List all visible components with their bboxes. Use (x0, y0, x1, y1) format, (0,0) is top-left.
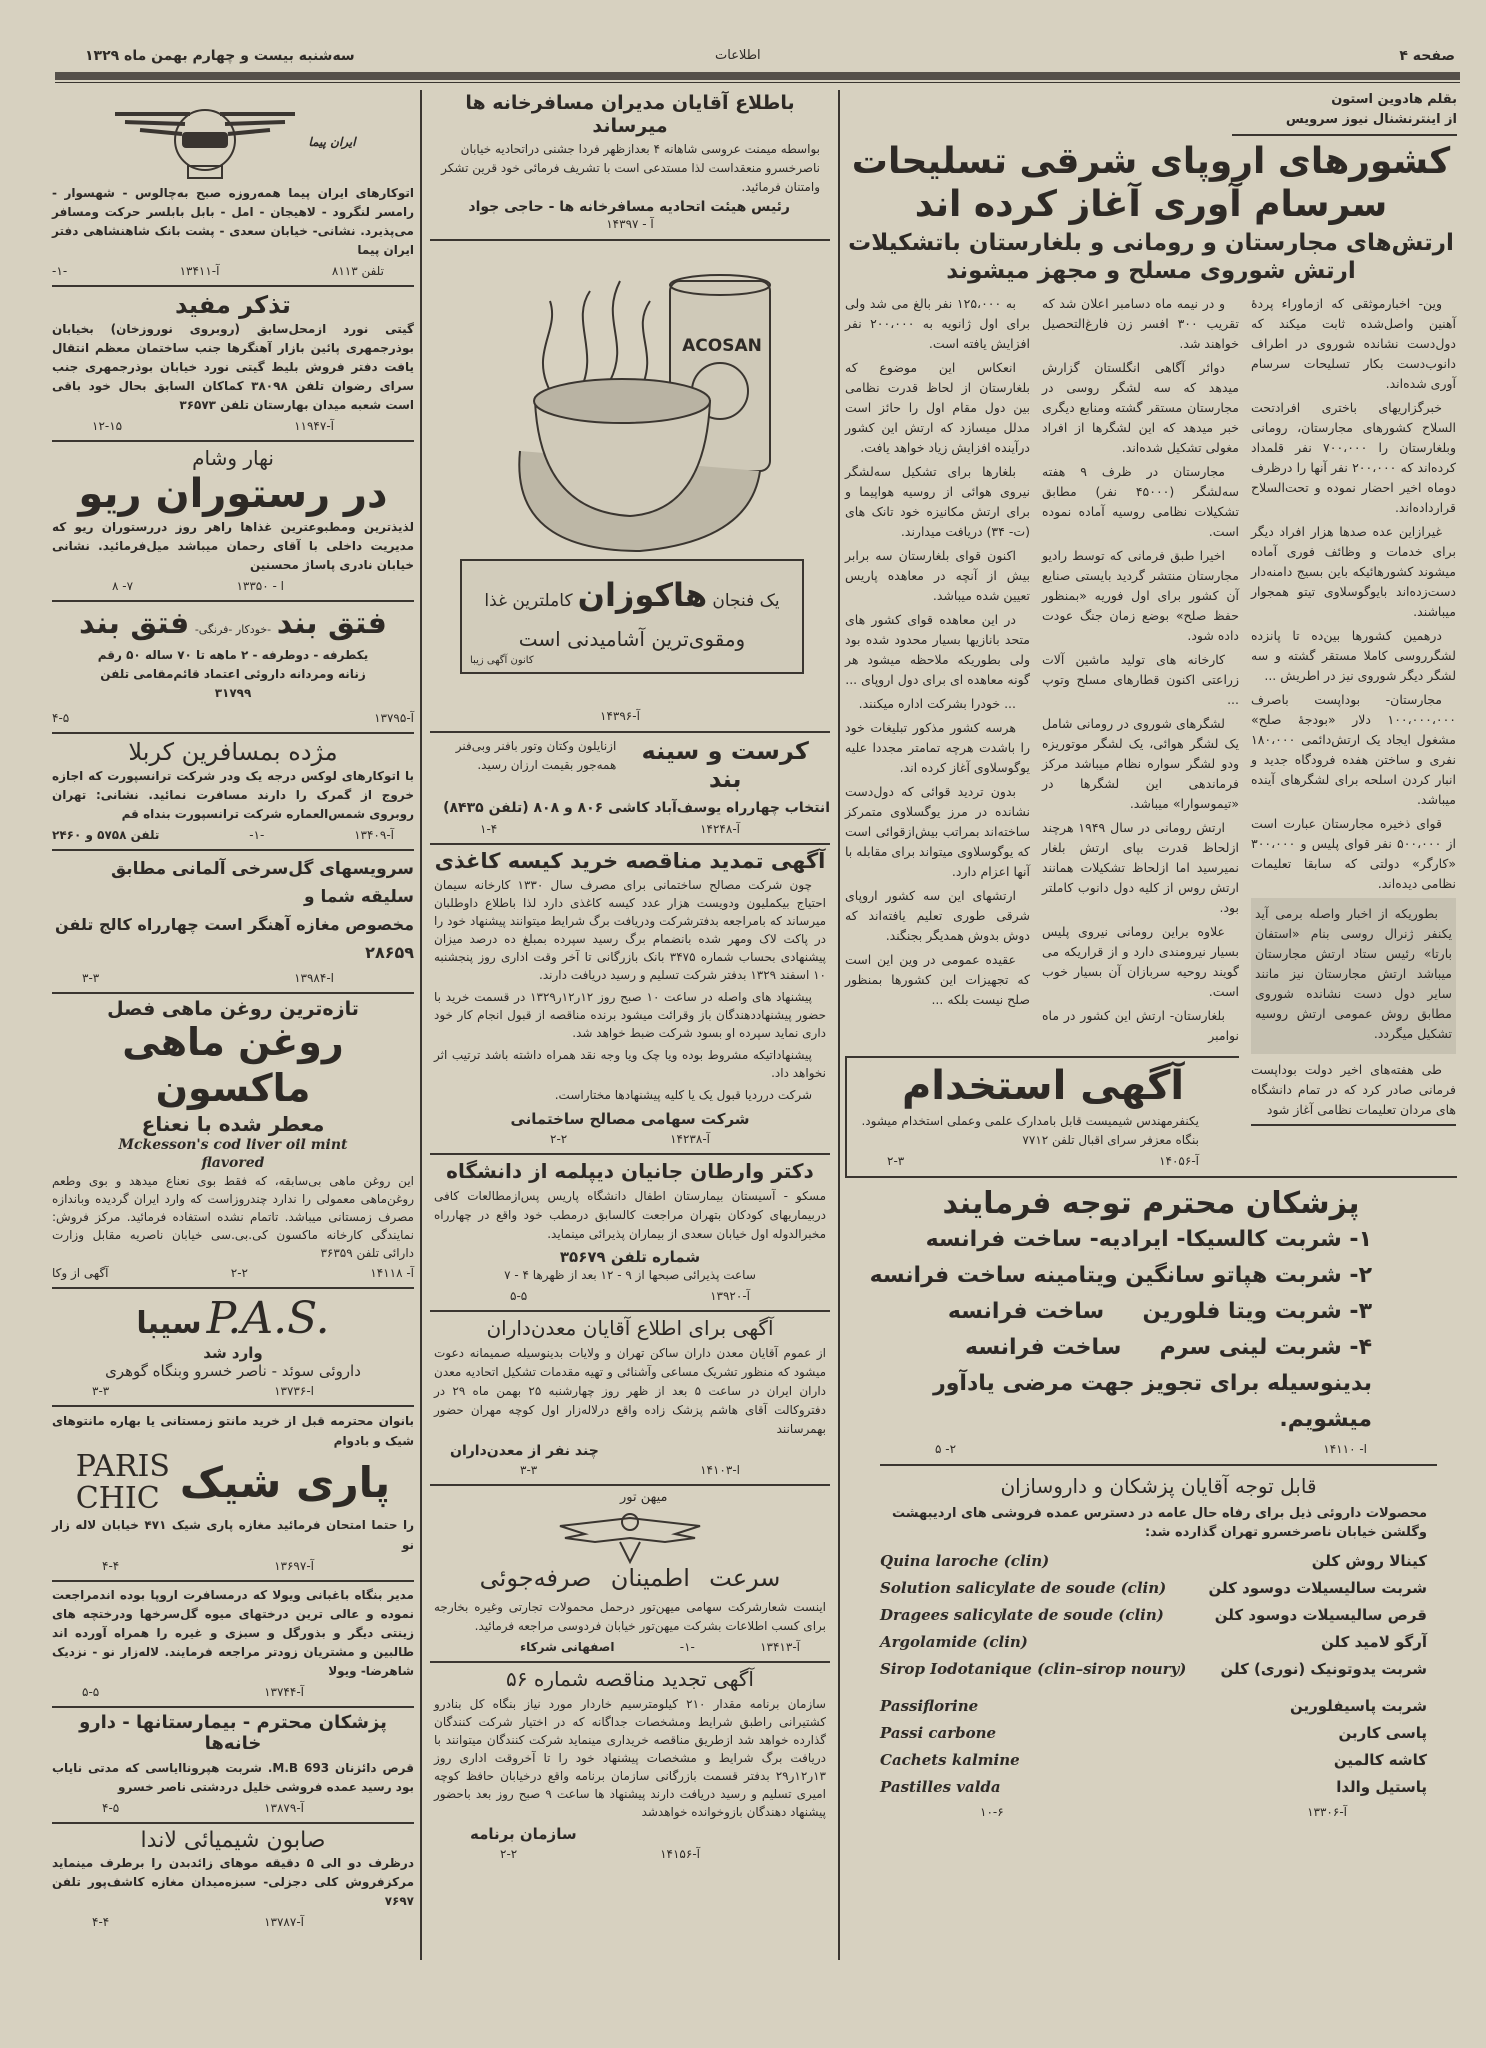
product-latin-name: Solution salicylate de soude (clin) (880, 1578, 1167, 1597)
product-row (880, 1575, 1437, 1602)
paragraph: اکنون قوای بلغارستان سه برابر بیش از آنچه در معاهده پاریس تعیین شده میباشد. (845, 547, 1030, 603)
ad-karbala (52, 734, 414, 851)
paragraph: خبرگزاریهای باختری افرادتحت السلاح کشورهای مجارستان، رومانی وبلغارستان را ۷۰۰،۰۰۰ نفر قلمداد کرده‌اند که ۲۰۰،۰۰۰ نفر آنها را درظرف دوماه اخیر احضار نموده و تحت‌السلاح قرارداده‌اند. (1251, 399, 1457, 515)
ad-code: ا-۱۳۷۳۶ (274, 1383, 314, 1398)
headline-line: کشورهای اروپای شرقی تسلیحات (851, 141, 1451, 182)
headline-line: سرسام آوری آغاز کرده اند (914, 184, 1388, 226)
ad-english-name: Mckesson's cod liver oil mint flavored (118, 1136, 348, 1171)
product-row (880, 1774, 1437, 1801)
corset-top-row (430, 737, 830, 795)
ad-title: باطلاع آقایان مدیران مسافرخانه ها میرساند (465, 92, 795, 137)
ad-code: آ-۱۱۹۴۷ (294, 418, 334, 433)
ad-kicker: نهار وشام (192, 445, 274, 470)
closing-note-text: طی هفته‌های اخیر دولت بوداپست فرمانی صادر کرد که در تمام دانشگاه های مردان تعلیمات نظامی آغاز شود (1251, 1061, 1456, 1117)
slogan-line-2: ومقوی‌ترین آشامیدنی است (518, 626, 746, 651)
ad-body: اتوکارهای ایران پیما همه‌روزه صبح به‌چالوس - شهسوار - رامسر لنگرود - لاهیجان - امل - بابل بابلسر حرکت ومسافر می‌پذیرد. نشانی- خیابان سعدی - پشت بانک شاهنشاهی دفتر ایران پیما (52, 186, 414, 257)
ad-title: آگهی تمدید مناقصه خرید کیسه کاغذی (434, 849, 826, 874)
ad-code: آ-۱۳۹۲۰ (710, 1289, 750, 1304)
ad-title-fa: سیبا (136, 1305, 202, 1341)
product-latin-name: Passi carbone (880, 1723, 997, 1742)
byline-agency: از اینترنشنال نیوز سرویس (1285, 112, 1457, 127)
ad-body: بواسطه میمنت عروسی شاهانه ۴ بعدازظهر فردا جشنی دراتحادیه خیابان ناصرخسرو منعقداست لذا مستدعی است با تشریف فرمائی خود قرین تشکر وامتنان فرمائید. (441, 141, 820, 194)
ad-title: آگهی برای اطلاع آقایان معدن‌داران (486, 1316, 774, 1341)
ad-body: با اتوکارهای لوکس درجه یک ودر شرکت ترانسپورت که اجازه خروج از گمرک را دارند مسافرت نمائید. نشانی: تهران روبروی شمس‌العماره شرکت ترانسپورت بنداه قم (52, 768, 414, 821)
issue-date: سه‌شنبه بیست و چهارم بهمن ماه ۱۳۲۹ (85, 48, 355, 64)
ad-title: مژده بمسافرین کربلا (128, 737, 338, 766)
product-persian-name: کاشه کالمین (1333, 1750, 1427, 1769)
ad-code: آ-۱۳۴۰۹ (354, 827, 394, 842)
ad-code: آ-۱۴۱۵۶ (660, 1847, 700, 1862)
product-persian-name: شربت پاسیفلورین (1289, 1696, 1427, 1715)
ad-body: داروئی سوئد - ناصر خسرو وبنگاه گوهری (105, 1361, 361, 1380)
ad-body: گیتی نورد ازمحل‌سابق (روبروی نوروزخان) بخیابان بوذرجمهری پائین بازار آهنگرها جنب ساختمان معظم انتقال یافت دفتر فروش بلیط گیتی نورد خیابان بوذرجمهری جنب سرای رضوان تلفن ۳۸۰۹۸ کماکان السابق بحال خود باقی است شعبه میدان بهارستان تلفن ۳۶۵۷۳ (52, 321, 414, 412)
product-row (880, 1693, 1437, 1720)
ad-body: یکطرفه - دوطرفه - ۲ ماهه تا ۷۰ ساله ۵۰ رقم زنانه ومردانه داروئی اعتماد قائم‌مقامی تلفن ۳۱۷۹۹ (97, 647, 369, 700)
ad-body: لذیذترین ومطبوعترین غذاها راهر روز دررستوران ریو که مدیریت داخلی با آقای رحمان میباشد میل‌فرمائید. نشانی خیابان نادری پاساژ محسنین (52, 519, 414, 572)
logo-text: میهن تور (620, 1490, 668, 1506)
ad-title-line (52, 606, 414, 642)
phone-number: شماره تلفن ۳۵۶۷۹ (559, 1248, 701, 1267)
ad-run: ۲-۲ (500, 1847, 518, 1862)
product-row (880, 1602, 1437, 1629)
ad-run: -۱- (52, 264, 68, 278)
paragraph: درهمین کشورها بین‌ده تا پانزده لشگرروسی کاملا مستقر گشته و سه لشگر دیگر شوروی نیز در اطریش ... (1251, 627, 1456, 683)
ad-code: آ-۱۳۷۹۵ (374, 710, 414, 725)
ad-dishes (52, 851, 414, 994)
ad-run: ۴-۴ (102, 1558, 120, 1573)
ad-subtitle: معطر شده با نعناع (141, 1111, 325, 1136)
ad-logo (52, 1448, 414, 1516)
product-item: ۱- شربت کالسیکا- ایرادیه- ساخت فرانسه (925, 1226, 1372, 1252)
ad-soap (52, 1824, 414, 1936)
ad-pas (52, 1289, 414, 1407)
paragraph: وین- اخبارموثقی که ازماوراء پردهٔ آهنین واصل‌شده ثابت میکند که دول‌دست نشانده شوروی در اطراف دانوب‌دست بکار تسلیحات سرسام آوری شده‌اند. (1251, 295, 1456, 391)
product-item: ۳- شربت ویتا فلورین ساخت فرانسه (947, 1298, 1372, 1324)
paragraph: قوای ذخیره مجارستان عبارت است از ۵۰۰،۰۰۰ نفر قوای پلیس و ۳۰۰،۰۰۰ «کارگر» دولتی که سابقا تعلیمات نظامی دیده‌اند. (1251, 815, 1457, 891)
ad-code: آ-۱۳۸۷۹ (264, 1800, 304, 1815)
product-latin-name: Quina laroche (clin) (880, 1551, 1050, 1570)
ad-code: آ-۱۳۷۸۷ (264, 1915, 304, 1930)
ad-code: ا- ۱۴۱۱۰ (1323, 1441, 1367, 1456)
middle-column (430, 88, 830, 1868)
ad-line: مخصوص مغازه آهنگر است چهارراه کالج تلفن ۲۸۶۵۹ (54, 914, 414, 962)
article-headline (845, 140, 1457, 286)
ad-corset (430, 733, 830, 846)
ad-acosan (430, 241, 830, 733)
office-hours: ساعت پذیرائی صبحها از ۹ - ۱۲ بعد از ظهرها ۴ - ۷ (504, 1268, 756, 1283)
ad-signature: سازمان برنامه (470, 1825, 577, 1844)
article-column-middle (1042, 294, 1239, 1056)
paragraph: علاوه براین رومانی نیروی پلیس بسیار نیرومندی دارد و از قراریکه می گویند روحیه سربازان آن بسیار خوب است. (1042, 923, 1239, 999)
ad-slogan-box (460, 559, 804, 674)
product-latin-name: Pastilles valda (880, 1777, 1001, 1796)
product-latin-name: Passiflorine (880, 1696, 979, 1715)
ad-run: ۳-۳ (520, 1463, 538, 1478)
iran-peyma-logo (52, 100, 414, 184)
paragraph: بلغارستان- ارتش این کشور در ماه نوامبر (1042, 1007, 1239, 1043)
ad-footer: بدینوسیله برای تجویز جهت مرضی یادآور میشویم. (933, 1370, 1372, 1432)
ad-intro: بانوان محترمه قبل از خرید مانتو زمستانی یا بهاره مانتوهای شیک و بادوام (52, 1413, 414, 1448)
slogan: سرعت (709, 1564, 781, 1593)
product-row (880, 1629, 1437, 1656)
paragraph: پیشنهاد های واصله در ساعت ۱۰ صبح روز ۱۲ر۱۲ر۱۳۲۹ در قسمت خرید با حضور پیشنهاددهندگان باز وقرائت میشود برنده مناقصه از قبول انجام کار خود داری نماید سپرده او بسود شرکت ضبط خواهد شد. (434, 990, 826, 1041)
ad-run: ۲- ۵ (935, 1441, 957, 1456)
ad-paris-chic (52, 1407, 414, 1582)
ad-body: اینست شعارشرکت سهامی میهن‌تور درحمل محمولات تجارتی وغیره بخارجه برای کسب اطلاعات بشرکت میهن‌تور خیابان فردوسی مراجعه فرمائید. (434, 1600, 826, 1634)
product-row (880, 1747, 1437, 1774)
ad-title: فتق بند (79, 605, 190, 641)
ad-run: ۲-۳ (887, 1153, 905, 1168)
ad-title: فتق بند (276, 605, 387, 641)
slogan-text: یک فنجان (712, 590, 780, 611)
product-table (880, 1548, 1437, 1801)
ad-body: مسکو - آسیستان بیمارستان اطفال دانشگاه پاریس پس‌ازمطالعات کافی دربیماریهای کودکان بتهران مراجعت کالسابق درمطب خود واقع در چهارراه مخبرالدوله اول خیابان سعدی از بیماران پذیرائی مینماید. (434, 1189, 826, 1242)
ad-code: آ-۱۳۴۱۱ (179, 264, 220, 278)
ad-phone: تلفن ۵۷۵۸ و ۲۴۶۰ (52, 827, 160, 842)
paragraph: به ۱۲۵،۰۰۰ نفر بالغ می شد ولی برای اول ژانویه به ۲۰۰،۰۰۰ نفر افزایش یافته است. (845, 295, 1030, 351)
product-latin-name: Sirop Iodotanique (clin–sirop noury) (880, 1659, 1187, 1678)
ad-run: -۱- (679, 1640, 695, 1655)
article-byline (1232, 90, 1457, 136)
product-row (880, 1656, 1437, 1683)
paragraph: بلغارها برای تشکیل سه‌لشگر نیروی هوائی از روسیه هواپیما و برای ارتش مکانیزه خود تانک های (ت- ۳۴) دریافت میدارند. (845, 463, 1030, 539)
ad-code: آ - ۱۴۳۹۷ (606, 216, 654, 231)
ad-code: ا-۱۴۱۰۳ (700, 1463, 740, 1478)
paragraph: در این معاهده قوای کشور های متحد بانازیها بسیار محدود شده بود ولی بطوریکه ملاحظه میشود هر گونه معاهده ای برای دول اروپای ... (845, 611, 1030, 687)
agency-credit: آگهی از وکا (52, 1265, 109, 1280)
ad-run: ۵-۵ (510, 1289, 528, 1304)
ad-title-line (52, 1293, 414, 1344)
article-column-right (1251, 294, 1456, 894)
latin-logo (75, 1448, 170, 1516)
ad-run: ۴-۵ (102, 1800, 120, 1815)
product-item: ۴- شربت لینی سرم ساخت فرانسه (965, 1334, 1372, 1360)
ad-title-latin: P.A.S. (206, 1292, 330, 1344)
logo-text: ایران پیما (308, 135, 356, 149)
ad-title: آگهی تجدید مناقصه شماره ۵۶ (506, 1667, 754, 1692)
page-number: صفحه ۴ (1399, 48, 1455, 64)
paragraph: مجارستان- بوداپست باصرف ۱۰۰،۰۰۰،۰۰۰ دلار «بودجهٔ صلح» مشغول ایجاد یک ارتش‌دائمی ۱۸۰،۰۰۰ نفری و ساختن هفده فرودگاه جدید و انبار کردن اسلحه برای لشگرهای آینده میباشد. (1251, 691, 1456, 807)
agency-credit: اصفهانی شرکاء (520, 1640, 615, 1655)
ad-arrived: وارد شد (203, 1343, 263, 1362)
masthead-rule (55, 72, 1460, 80)
ad-run: ۲-۲ (230, 1265, 249, 1280)
agency-credit: کانون آگهی زیبا (470, 654, 534, 666)
subheadline-line: ارتش‌های مجارستان و رومانی و بلغارستان باتشکیلات (848, 230, 1454, 257)
ad-title: صابون شیمیائی لاندا (140, 1827, 326, 1853)
left-column (52, 96, 414, 1936)
slogan-text: کاملترین غذا (484, 590, 573, 611)
ad-pharma (880, 1464, 1437, 1821)
winged-emblem-icon (555, 1508, 705, 1564)
cup-and-tin-illustration (490, 271, 780, 561)
ad-code: آ-۱۳۶۹۷ (274, 1558, 314, 1573)
winged-bus-logo-icon (110, 102, 300, 182)
ad-code: آ- ۱۴۱۱۸ (370, 1265, 414, 1280)
paragraph: لشگرهای شوروی در رومانی شامل یک لشگر هوائی، یک لشگر موتوریزه ودو لشگر سواره نظام میباشد مرکز فرماندهی این لشگرها در «تیموسوارا» میباشد. (1042, 715, 1239, 811)
ad-cod-liver-oil (52, 994, 414, 1289)
ad-phone: تلفن ۸۱۱۳ (331, 264, 384, 278)
ad-run: ۷- ۸ (112, 578, 134, 593)
product-latin-name: Dragees salicylate de soude (clin) (880, 1605, 1164, 1624)
ad-code: آ-۱۳۳۰۶ (1307, 1804, 1347, 1819)
ad-dr-vartan (430, 1155, 830, 1312)
product-persian-name: پاستیل والدا (1336, 1777, 1427, 1796)
ad-body: این روغن ماهی بی‌سابقه، که فقط بوی نعناع میدهد و بوی وطعم روغن‌ماهی معمولی را ندارد چندروزاست که وارد ایران گردیده وباندازه مصرف زمستانی میباشد. تاتمام نشده استفاده فرمائید. مرکز فروش: نمایندگی کارخانه ماکسون کی.بی.سی خیابان ناصریه مقابل وزارت دارائی تلفن ۳۶۳۵۹ (52, 1173, 414, 1260)
product-persian-name: قرص سالیسیلات دوسود کلن (1214, 1605, 1427, 1624)
persian-logo: پاری شیک (179, 1458, 391, 1508)
brand-name: هاکوزان (577, 575, 708, 614)
paragraph: و در نیمه ماه دسامبر اعلان شد که تقریب ۳۰۰ افسر زن فارغ‌التحصیل خواهند شد. (1042, 295, 1239, 351)
ad-code: آ-۱۳۴۱۳ (760, 1640, 800, 1655)
ad-title: دکتر وارطان جانیان دیپلمه از دانشگاه (446, 1159, 814, 1184)
masthead-rule-thin (55, 82, 1460, 83)
ad-title: پزشکان محترم توجه فرمایند (942, 1185, 1360, 1221)
paragraph: غیرازاین عده صدها هزار افراد دیگر برای خدمات و وظائف فوری آماده میشوند کشورهائیکه باین بسیج دامنه‌دار دست‌زده‌اند بایوگوسلاوی تیتو همجوار میباشند. (1251, 523, 1456, 619)
ad-signature: شرکت سهامی مصالح ساختمانی (510, 1110, 750, 1129)
ad-run: ۴-۴ (92, 1915, 110, 1930)
slogans (430, 1564, 830, 1592)
mihan-tour-logo (430, 1490, 830, 1564)
product-latin-name: Argolamide (clin) (880, 1632, 1028, 1651)
ad-hotels (430, 88, 830, 241)
ad-nursery (52, 1582, 414, 1708)
paragraph: پیشنهاداتیکه مشروط بوده ویا چک ویا وجه نقد همراه داشته باشد ترتیب اثر نخواهد داد. (434, 1048, 826, 1081)
paragraph: کارخانه های تولید ماشین آلات زراعتی اکنون قطارهای مسلح وتوپ ... (1042, 651, 1239, 707)
ad-signature: چند نفر از معدن‌داران (450, 1443, 599, 1460)
product-persian-name: شربت سالیسیلات دوسود کلن (1208, 1578, 1427, 1597)
ad-useful-notice (52, 287, 414, 442)
paragraph: ... خودرا بشرکت اداره میکنند. (858, 695, 1016, 711)
ad-code: ا-۱۳۹۸۴ (294, 970, 334, 985)
article-grid (845, 294, 1457, 1176)
article-closing-note (1251, 1060, 1456, 1126)
ad-run: ۴-۵ (52, 710, 70, 725)
ad-body (430, 874, 830, 1110)
newspaper-name: اطلاعات (715, 48, 761, 63)
ad-run: ۵-۵ (82, 1684, 100, 1699)
product-row (880, 1720, 1437, 1747)
ad-mine-owners (430, 1312, 830, 1486)
slogan: اطمینان (610, 1564, 690, 1593)
ad-body: از عموم آقایان معدن داران ساکن تهران و ولایات بدینوسیله صمیمانه دعوت میشود که منظور تشریک مساعی وآشنائی و تهیه مقدمات تشکیل اتحادیه معدن داران ایران در ساعت ۵ بعد از ظهر روز چهارشنبه ۲۵ بهمن ماه ۲۹ در دفتروکالت آقای هاشم پزشک زاده واقع درلاله‌زار اول کوچه مهران حضور بهمرسانند (434, 1346, 826, 1437)
product-latin-name: Cachets kalmine (880, 1750, 1020, 1769)
ad-body: درظرف دو الی ۵ دقیقه موهای زائدبدن را برطرف مینماید مرکزفروش کلی دجزلی- سبزه‌میدان مغازه کاشف‌پور تلفن ۷۶۹۷ (52, 1856, 414, 1909)
slogan: صرفه‌جوئی (479, 1564, 592, 1593)
ad-body: سازمان برنامه مقدار ۲۱۰ کیلومترسیم خاردار مورد نیاز بنگاه کل بنادرو کشتیرانی راطبق شرایط ومشخصات جداگانه که در اختیار شرکت کنندگان گذارده خواهد شد ازطریق مناقصه خریداری مینماید شرکت کنندگان میتوانند با دریافت برگ شرایط و مشخصات پیشنهاد خود را تا آخروقت اداری روز ۱۳ر۱۲ر۲۹ بدفتر قسمت بازرگانی سازمان برنامه واقع درخیابان حافظ کوچه امیری تسلیم و رسید دریافت دارند پیشنهاد ها ساعت ۹ صبح روز بعد باحضور پیشنهاد دهندگان بازوخوانده خواهدشد (434, 1697, 826, 1820)
paragraph: چون شرکت مصالح ساختمانی برای مصرف سال ۱۳۳۰ کارخانه سیمان احتیاج بیکملیون ودویست هزار عدد کیسه کاغذی دارد لذا باطلاع داوطلبان میرساند که بامراجعه بدفترشرکت ودریافت برگ شرایط میتوانند پیشنهاد خود را در پاکت لاک ومهر شده بانضمام برگ رسید سپرده بمبلغ ده درصد میزان پیشنهادی بحساب شماره ۳۴۷۵ بانک بازرگانی تا آخر وقت اداری روز پنجشنبه ۱۰ اسفند ۱۳۲۹ بدفتر شرکت تسلیم و رسید دریافت دارند. (434, 878, 826, 983)
ad-title: روغن ماهی ماکسون (122, 1020, 344, 1110)
product-row (880, 1548, 1437, 1575)
column-divider (838, 90, 840, 1960)
ad-run: ۱۲-۱۵ (92, 418, 123, 433)
ad-iran-peyma (52, 96, 414, 287)
paragraph: ارتشهای این سه کشور اروپای شرقی طوری تعلیم یافته‌اند که دوش بدوش همدیگر بجنگند. (845, 887, 1030, 943)
latin-logo-line: PARIS (75, 1448, 170, 1484)
ad-run: ۲-۲ (550, 1132, 568, 1147)
ad-doctors (845, 1176, 1457, 1458)
ad-body: ازنایلون وکتان وتور بافنر وبی‌فنر همه‌جور بقیمت ارزان رسید. (455, 738, 617, 772)
ad-title: کرست و سینه بند (641, 736, 809, 794)
ad-hospitals (52, 1708, 414, 1824)
ad-truss (52, 602, 414, 734)
ad-body: یکنفرمهندس شیمیست قابل بامدارک علمی وعملی استخدام میشود. بنگاه معزفر سرای اقبال تلفن ۷۷۱۲ (861, 1113, 1199, 1147)
ad-signature: رئیس هیئت اتحادیه مسافرخانه ها - حاجی جواد (468, 198, 790, 215)
ad-title: پزشکان محترم - بیمارستانها - دارو خانه‌ها (79, 1711, 387, 1755)
ad-title-mid: -خودکار -فرنگی- (194, 622, 272, 636)
ad-run: ۱۰-۶ (980, 1804, 1004, 1819)
ad-title: تذکر مفید (175, 291, 291, 319)
article-shaded-note (1251, 898, 1456, 1054)
ad-line: سرویسهای گل‌سرخی آلمانی مطابق سلیقه شما و (110, 858, 414, 907)
ad-restaurant-rio (52, 442, 414, 602)
column-divider (420, 90, 422, 1960)
ad-body: مدیر بنگاه باغبانی ویولا که درمسافرت اروپا بوده اندمراجعت نموده و عالی ترین درختهای میوه گل‌سرخها ودرختچه های زینتی دیگر و بذورگل و سبزی و غیره را همراه آورده اند طالبین و مشتریان زودتر مراجعه فرمایند. لاله‌زار نو - نزدیک شاهرضا- ویولا (52, 1587, 414, 1678)
ad-kicker: تازه‌ترین روغن ماهی فصل (107, 997, 359, 1020)
article-column-left (845, 294, 1030, 1056)
ad-intro: محصولات داروئی ذیل برای رفاه حال عامه در دسترس عمده فروشی های اردیبهشت وگلشن خیابان ناصرخسرو تهران گذارده شد: (892, 1505, 1427, 1540)
ad-code: آ-۱۴۲۳۸ (670, 1132, 710, 1147)
paragraph: بدون تردید قوائی که دول‌دست نشانده در مرز یوگسلاوی متمرکز ساخته‌اند بمراتب بیش‌ازقوائی است که یوگوسلاوی میتواند برای مقابله با آنها اعزام دارد. (845, 783, 1030, 879)
product-persian-name: کینالا روش کلن (1311, 1551, 1427, 1570)
latin-logo-line: CHIC (75, 1480, 160, 1516)
byline-author: بقلم هادوین استون (1331, 92, 1457, 107)
ad-tender-56 (430, 1663, 830, 1868)
ad-body: قرص دائزنان 693 M.B. شربت هپروناایاسی که مدتی نایاب بود رسید عمده فروشی خلیل دردشتی ناصر خسرو (52, 1760, 414, 1794)
ad-run: -۱- (249, 827, 265, 842)
paragraph: عقیده عمومی در وین این است که تجهیزات این کشورها بمنظور صلح نیست بلکه ... (845, 951, 1030, 1007)
ad-code: آ-۱۳۷۴۴ (264, 1684, 304, 1699)
paragraph: مجارستان در ظرف ۹ هفته سه‌لشگر (۴۵۰۰۰ نفر) مطابق تشکیلات نظامی روسیه آماده نموده است. (1042, 463, 1239, 539)
ad-paper-bag-tender (430, 845, 830, 1155)
tin-brand-label: ACOSAN (682, 335, 762, 356)
right-column (845, 90, 1457, 1821)
ad-body: را حتما امتحان فرمائید مغازه پاری شیک ۴۷۱ خیابان لاله زار نو (52, 1517, 414, 1552)
masthead (55, 44, 1455, 70)
ad-run: ۳-۳ (92, 1383, 110, 1398)
product-item: ۲- شربت هپاتو سانگین ویتامینه ساخت فرانسه (869, 1262, 1372, 1288)
ad-title: قابل توجه آقایان پزشکان و داروسازان (1000, 1473, 1317, 1498)
paragraph: هرسه کشور مذکور تبلیغات خود را باشدت هرچه تمامتر مجددا علیه یوگوسلاوی آغاز کرده اند. (845, 719, 1030, 775)
ad-employment (845, 1056, 1239, 1176)
ad-title: آگهی استخدام (901, 1062, 1185, 1109)
ad-code: آ-۱۴۳۹۶ (600, 708, 640, 723)
article-column-right-wrap (1251, 294, 1456, 1176)
paragraph: انعکاس این موضوع که بلغارستان از لحاظ قدرت نظامی بین دول مقام اول را حائز است مدلل میسازد که ارتش این کشور درآینده افزایش زیاد خواهد یافت. (845, 359, 1030, 455)
paragraph: اخیرا طبق فرمانی که توسط رادیو مجارستان منتشر گردید بایستی صنایع آن کشور برای اول فوریه «بمنظور حفظ صلح» بوضع زمان جنگ عودت داده شود. (1042, 547, 1239, 643)
ad-code: آ-۱۴۰۵۶ (1159, 1153, 1199, 1168)
product-list (845, 1222, 1457, 1438)
paragraph: شرکت درردیا قبول یک یا کلیه پیشنهادها مختاراست. (554, 1088, 812, 1103)
shaded-note-text: بطوریکه از اخبار واصله برمی آید یکنفر ژنرال روسی بنام «استفان بارتا» رئیس ستاد ارتش مجارستان میباشد ارتش مجارستان نیز مانند سایر دول دست نشانده شوروی مطابق روش عمومی ارتش روسیه تشکیل میگردد. (1255, 905, 1452, 1041)
ad-address: انتخاب چهارراه یوسف‌آباد کاشی ۸۰۶ و ۸۰۸ (تلفن ۸۴۳۵) (443, 800, 830, 817)
slogan-line (462, 575, 802, 621)
ad-title: در رستوران ریو (78, 470, 388, 517)
ad-mihan-tour (430, 1486, 830, 1663)
product-persian-name: پاسی کاربن (1338, 1723, 1427, 1742)
subheadline-line: ارتش شوروی مسلح و مجهز میشوند (946, 257, 1356, 284)
ad-code: آ-۱۴۲۴۸ (700, 822, 740, 837)
ad-run: ۱-۴ (480, 822, 498, 837)
paragraph: ارتش رومانی در سال ۱۹۴۹ هرچند ازلحاظ قدرت بپای ارتش بلغار نمیرسید اما ازلحاظ تشکیلات همانند ارتش روس از کلیه دول دانوب کاملتر بود. (1042, 819, 1239, 915)
product-persian-name: آرگو لامید کلن (1321, 1632, 1427, 1651)
ad-run: ۳-۳ (82, 970, 100, 985)
paragraph: دوائر آگاهی انگلستان گزارش میدهد که سه لشگر روسی در مجارستان مستقر گشته ومنابع دیگری خبر میدهد که این لشگرها از افراد مغولی تشکیل شده‌اند. (1042, 359, 1239, 455)
ad-code: ا - ۱۳۳۵۰ (236, 578, 284, 593)
product-persian-name: شربت یدوتونیک (نوری) کلن (1220, 1659, 1427, 1678)
